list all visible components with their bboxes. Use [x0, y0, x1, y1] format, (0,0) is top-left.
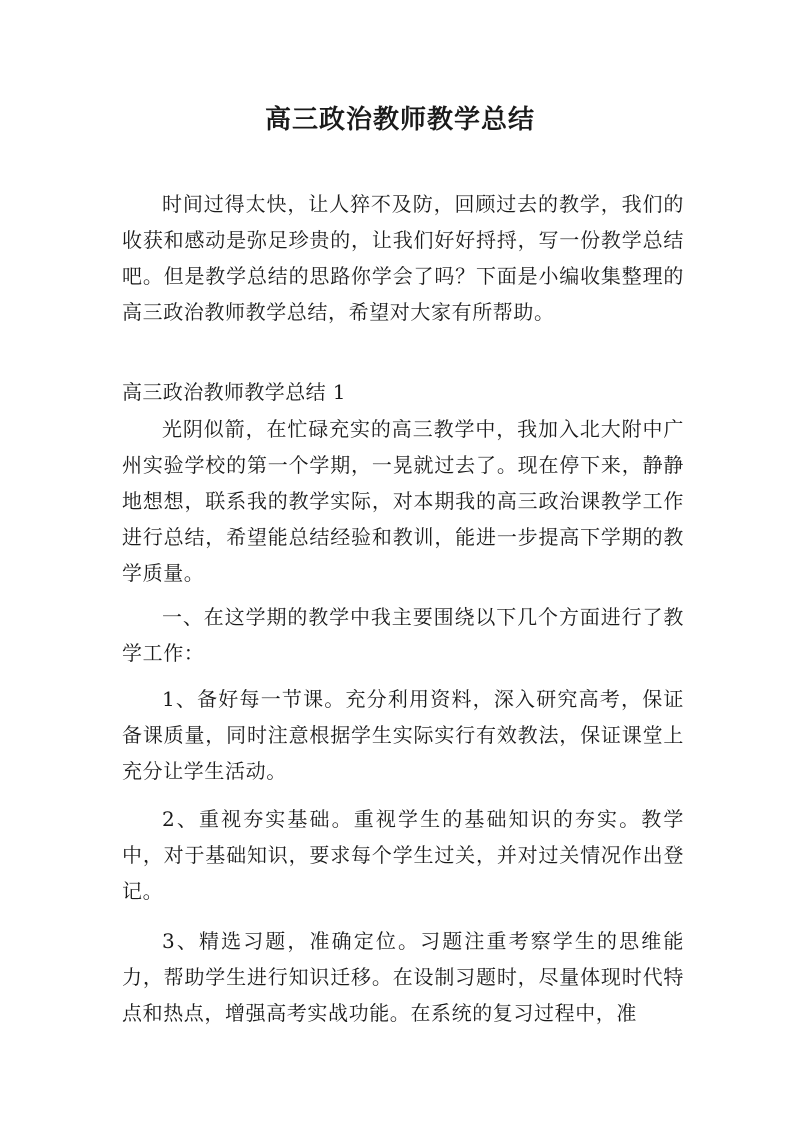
body-paragraph-3: 1、备好每一节课。充分利用资料，深入研究高考，保证备课质量，同时注意根据学生实际实行有效教法，保证课堂上充分让学生活动。	[122, 687, 684, 783]
intro-paragraph: 时间过得太快，让人猝不及防，回顾过去的教学，我们的收获和感动是弥足珍贵的，让我们好好捋捋，写一份教学总结吧。但是教学总结的思路你学会了吗？下面是小编收集整理的高三政治教师教学总结，希望对大家有所帮助。	[122, 192, 684, 324]
section-heading: 高三政治教师教学总结 1	[122, 380, 346, 404]
document-title: 高三政治教师教学总结	[264, 105, 535, 135]
body-paragraph-4: 2、重视夯实基础。重视学生的基础知识的夯实。教学中，对于基础知识，要求每个学生过关，并对过关情况作出登记。	[122, 807, 684, 903]
body-paragraph-2: 一、在这学期的教学中我主要围绕以下几个方面进行了教学工作：	[122, 605, 684, 665]
body-paragraph-1: 光阴似箭，在忙碌充实的高三教学中，我加入北大附中广州实验学校的第一个学期，一晃就过去了。现在停下来，静静地想想，联系我的教学实际，对本期我的高三政治课教学工作进行总结，希望能总结经验和教训，能进一步提高下学期的教学质量。	[122, 417, 684, 585]
body-paragraph-5: 3、精选习题，准确定位。习题注重考察学生的思维能力，帮助学生进行知识迁移。在设制习题时，尽量体现时代特点和热点，增强高考实战功能。在系统的复习过程中，准	[122, 929, 684, 1025]
